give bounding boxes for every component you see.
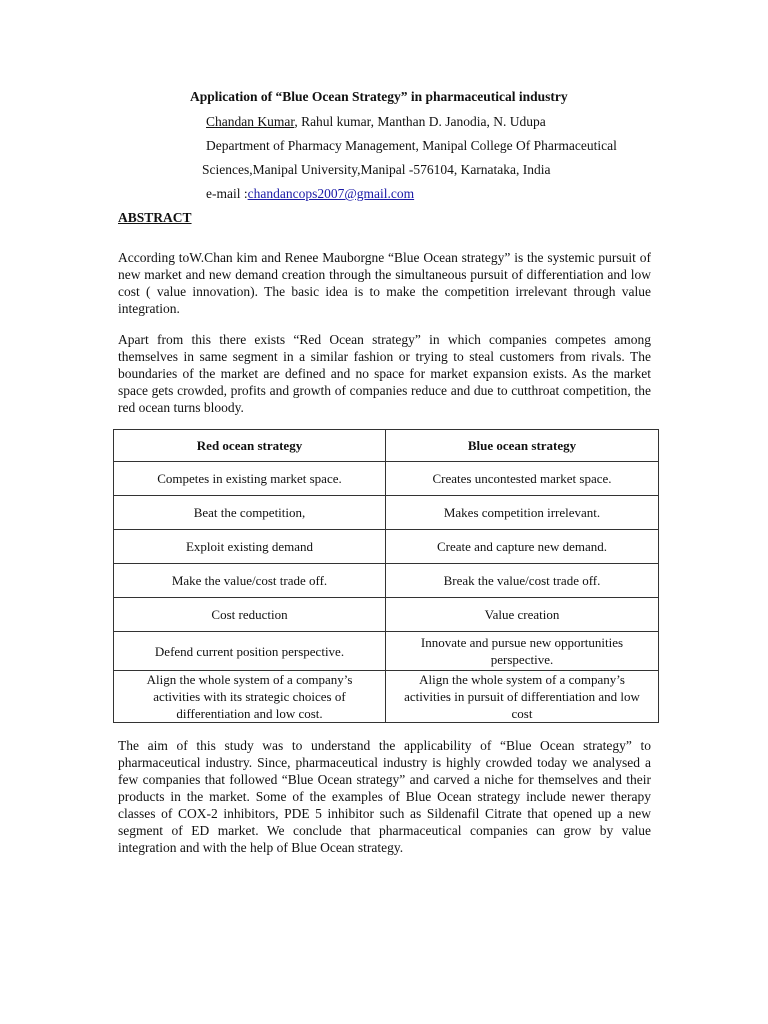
- abstract-paragraph-3: The aim of this study was to understand the applicability of “Blue Ocean strategy” to pharmaceutical industry. Since, pharmaceutical industry is highly crowded today we analysed a few companies that followed “Blue Ocean strategy” and carved a niche for themselves and their products in the market. Some of the examples of Blue Ocean strategy include newer therapy classes of COX-2 inhibitors, PDE 5 inhibitor such as Sildenafil Citrate that opened up a new segment of ED market. We conclude that pharmaceutical companies can grow by value integration and with the help of Blue Ocean strategy.: [118, 738, 651, 855]
- affiliation-line-1: Department of Pharmacy Management, Manipal College Of Pharmaceutical: [206, 138, 617, 153]
- blue-cell: Innovate and pursue new opportunities perspective.: [386, 632, 659, 671]
- blue-cell: Creates uncontested market space.: [386, 462, 659, 496]
- blue-cell: Align the whole system of a company’s activities in pursuit of differentiation and low cost: [386, 671, 659, 723]
- table-row: [114, 671, 659, 723]
- table-header-row: [114, 430, 659, 462]
- paper-title: Application of “Blue Ocean Strategy” in pharmaceutical industry: [190, 89, 568, 104]
- table-row: [114, 598, 659, 632]
- red-cell: Exploit existing demand: [114, 530, 386, 564]
- co-authors: , Rahul kumar, Manthan D. Janodia, N. Udupa: [294, 114, 546, 129]
- abstract-paragraph-2: Apart from this there exists “Red Ocean strategy” in which companies competes among themselves in same segment in a similar fashion or trying to steal customers from rivals. The boundaries of the market are defined and no space for market expansion exists. As the market space gets crowded, profits and growth of companies reduce and due to cutthroat competition, the red ocean turns bloody.: [118, 332, 651, 415]
- strategy-comparison-table: [113, 429, 659, 723]
- table-row: [114, 530, 659, 564]
- table-row: [114, 462, 659, 496]
- lead-author: Chandan Kumar: [206, 114, 295, 129]
- red-cell: Make the value/cost trade off.: [114, 564, 386, 598]
- red-cell: Align the whole system of a company’s activities with its strategic choices of differentiation and low cost.: [114, 671, 386, 723]
- email-label: e-mail :: [206, 186, 248, 201]
- header-blue-ocean: Blue ocean strategy: [386, 430, 659, 462]
- red-cell: Cost reduction: [114, 598, 386, 632]
- email-line: [206, 185, 414, 202]
- abstract-heading: ABSTRACT: [118, 210, 192, 225]
- affiliation-line-2: Sciences,Manipal University,Manipal -576104, Karnataka, India: [202, 162, 551, 177]
- blue-cell: Value creation: [386, 598, 659, 632]
- header-red-ocean: Red ocean strategy: [114, 430, 386, 462]
- red-cell: Beat the competition,: [114, 496, 386, 530]
- blue-cell: Break the value/cost trade off.: [386, 564, 659, 598]
- blue-cell: Makes competition irrelevant.: [386, 496, 659, 530]
- red-cell: Defend current position perspective.: [114, 632, 386, 671]
- red-cell: Competes in existing market space.: [114, 462, 386, 496]
- author-list: [206, 113, 546, 130]
- table-row: [114, 632, 659, 671]
- blue-cell: Create and capture new demand.: [386, 530, 659, 564]
- table-row: [114, 496, 659, 530]
- table-row: [114, 564, 659, 598]
- email-link[interactable]: chandancops2007@gmail.com: [247, 186, 415, 201]
- abstract-paragraph-1: According toW.Chan kim and Renee Mauborgne “Blue Ocean strategy” is the systemic pursuit of new market and new demand creation through the simultaneous pursuit of differentiation and low cost ( value innovation). The basic idea is to make the competition irrelevant through value integration.: [118, 250, 651, 316]
